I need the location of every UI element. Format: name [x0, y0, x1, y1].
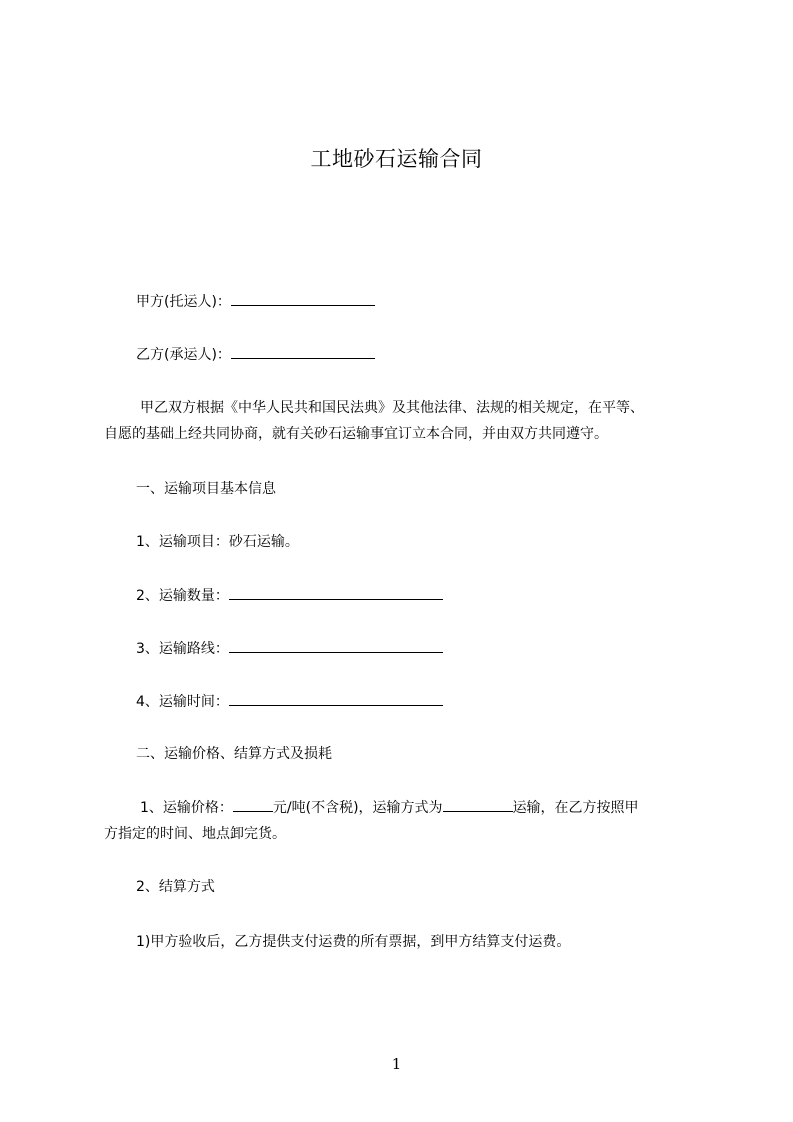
- item-4-label: 4、运输时间：: [136, 694, 229, 710]
- price-mid: 元/吨(不含税)，运输方式为: [272, 800, 443, 816]
- party-b-line: [136, 344, 375, 365]
- page-number: 1: [391, 1055, 402, 1073]
- settlement-heading: 2、结算方式: [136, 879, 215, 895]
- quantity-blank[interactable]: [229, 585, 443, 600]
- item-2-label: 2、运输数量：: [136, 588, 229, 604]
- settlement-item-1: 1)甲方验收后，乙方提供支付运费的所有票据，到甲方结算支付运费。: [136, 934, 571, 950]
- time-blank[interactable]: [229, 691, 443, 706]
- preamble-line-2: 自愿的基础上经共同协商，就有关砂石运输事宜订立本合同，并由双方共同遵守。: [104, 426, 608, 442]
- section-1-item-2: [136, 585, 443, 606]
- page-title: 工地砂石运输合同: [310, 147, 483, 171]
- section-2-heading: 二、运输价格、结算方式及损耗: [136, 746, 332, 762]
- party-b-label: 乙方(承运人)：: [136, 347, 231, 363]
- route-blank[interactable]: [229, 638, 443, 653]
- party-a-blank[interactable]: [231, 291, 375, 306]
- price-line-2: 方指定的时间、地点卸完货。: [104, 826, 286, 842]
- party-a-line: [136, 291, 375, 312]
- price-blank[interactable]: [233, 797, 273, 812]
- section-1-heading: 一、运输项目基本信息: [136, 481, 276, 497]
- preamble-line-1: 甲乙双方根据《中华人民共和国民法典》及其他法律、法规的相关规定，在平等、: [140, 400, 644, 416]
- section-1-item-1: 1、运输项目：砂石运输。: [136, 534, 299, 550]
- party-a-label: 甲方(托运人)：: [136, 294, 231, 310]
- price-paragraph: [104, 795, 704, 847]
- transport-mode-blank[interactable]: [443, 797, 513, 812]
- section-1-item-4: [136, 691, 443, 712]
- price-prefix: 1、运输价格：: [140, 800, 233, 816]
- price-suffix: 运输，在乙方按照甲: [512, 800, 639, 816]
- item-3-label: 3、运输路线：: [136, 641, 229, 657]
- preamble-paragraph: [104, 395, 704, 447]
- section-1-item-3: [136, 638, 443, 659]
- price-line-1: [104, 795, 704, 821]
- party-b-blank[interactable]: [231, 344, 375, 359]
